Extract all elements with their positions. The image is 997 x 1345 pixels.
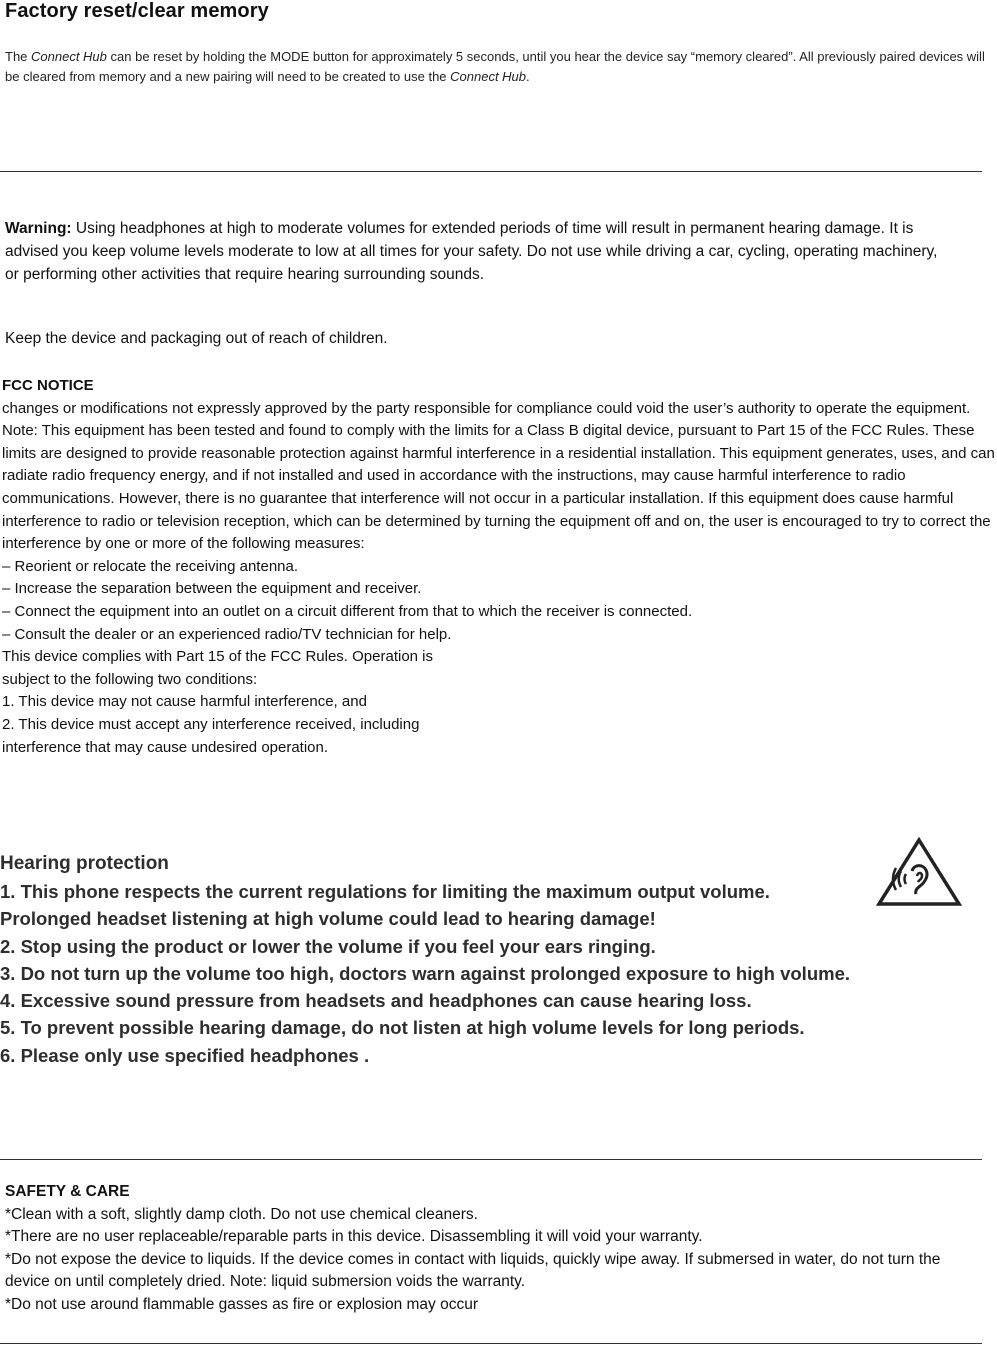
divider-3	[0, 1343, 982, 1344]
factory-product-name: Connect Hub	[31, 49, 107, 64]
fcc-line: – Consult the dealer or an experienced radio/TV technician for help.	[2, 625, 452, 643]
hearing-title: Hearing protection	[0, 853, 169, 874]
factory-reset-paragraph	[5, 47, 990, 87]
safety-title: SAFETY & CARE	[5, 1183, 130, 1200]
safety-item: *There are no user replaceable/reparable parts in this device. Disassembling it will void your warranty.	[5, 1228, 703, 1246]
fcc-line: changes or modifications not expressly approved by the party responsible for compliance could void the user’s authority to operate the equipment.	[2, 399, 971, 417]
keep-out-of-reach-text: Keep the device and packaging out of reach of children.	[5, 330, 388, 347]
fcc-line: – Increase the separation between the equipment and receiver.	[2, 580, 422, 598]
fcc-notice	[2, 375, 997, 759]
factory-text-a: The	[5, 49, 32, 64]
divider-2	[0, 1159, 982, 1160]
hearing-item: 1. This phone respects the current regulations for limiting the maximum output volume.	[0, 881, 770, 902]
factory-reset-heading: Factory reset/clear memory	[5, 0, 269, 22]
hearing-item: Prolonged headset listening at high volume could lead to hearing damage!	[0, 908, 656, 930]
fcc-line: 2. This device must accept any interference received, including	[2, 715, 420, 733]
warning-text: Using headphones at high to moderate volumes for extended periods of time will result in permanent hearing damage. It is advised you keep volume levels moderate to low at all times for your safety. Do not use while driving a car, cycling, operating machinery, or performing other activities that require hearing surrounding sounds.	[5, 220, 938, 283]
factory-text-c: .	[526, 69, 530, 84]
factory-text-b: can be reset by holding the MODE button for approximately 5 seconds, until you hear the device say “memory cleared”. All previously paired devices will be cleared from memory and a new pairing will need to be created to use the	[5, 49, 985, 84]
safety-item: *Do not use around flammable gasses as fire or explosion may occur	[5, 1295, 478, 1313]
hearing-warning-triangle-icon	[876, 836, 962, 908]
hearing-item: 3. Do not turn up the volume too high, doctors warn against prolonged exposure to high volume.	[0, 962, 850, 984]
fcc-title: FCC NOTICE	[2, 377, 94, 394]
safety-care	[5, 1181, 985, 1317]
safety-item: *Do not expose the device to liquids. If the device comes in contact with liquids, quickly wipe away. If submersed in water, do not turn the device on until completely dried. Note: liquid submersion voids the warranty.	[5, 1250, 941, 1291]
hearing-item: 5. To prevent possible hearing damage, do not listen at high volume levels for long periods.	[0, 1017, 805, 1039]
fcc-line: Note: This equipment has been tested and found to comply with the limits for a Class B digital device, pursuant to Part 15 of the FCC Rules. These limits are designed to provide reasonable protection against harmful interference in a residential installation. This equipment generates, uses, and can radiate radio frequency energy, and if not installed and used in accordance with the instructions, may cause harmful interference to radio communications. However, there is no guarantee that interference will not occur in a particular installation. If this equipment does cause harmful interference to radio or television reception, which can be determined by turning the equipment off and on, the user is encouraged to try to correct the interference by one or more of the following measures:	[2, 422, 995, 553]
fcc-line: This device complies with Part 15 of the FCC Rules. Operation is	[2, 648, 434, 666]
fcc-line: 1. This device may not cause harmful interference, and	[2, 693, 367, 711]
fcc-line: – Reorient or relocate the receiving antenna.	[2, 557, 299, 575]
divider-1	[0, 171, 982, 172]
warning-paragraph	[5, 217, 945, 286]
factory-product-name-2: Connect Hub	[450, 69, 527, 84]
fcc-line: interference that may cause undesired operation.	[2, 738, 329, 756]
hearing-protection	[0, 850, 890, 1069]
hearing-item: 6. Please only use specified headphones .	[0, 1044, 370, 1066]
hearing-item: 2. Stop using the product or lower the volume if you feel your ears ringing.	[0, 935, 656, 957]
fcc-line: – Connect the equipment into an outlet on a circuit different from that to which the receiver is connected.	[2, 602, 693, 620]
warning-label: Warning:	[5, 220, 72, 237]
fcc-line: subject to the following two conditions:	[2, 670, 258, 688]
hearing-item: 4. Excessive sound pressure from headsets and headphones can cause hearing loss.	[0, 990, 752, 1012]
safety-item: *Clean with a soft, slightly damp cloth. Do not use chemical cleaners.	[5, 1205, 478, 1223]
